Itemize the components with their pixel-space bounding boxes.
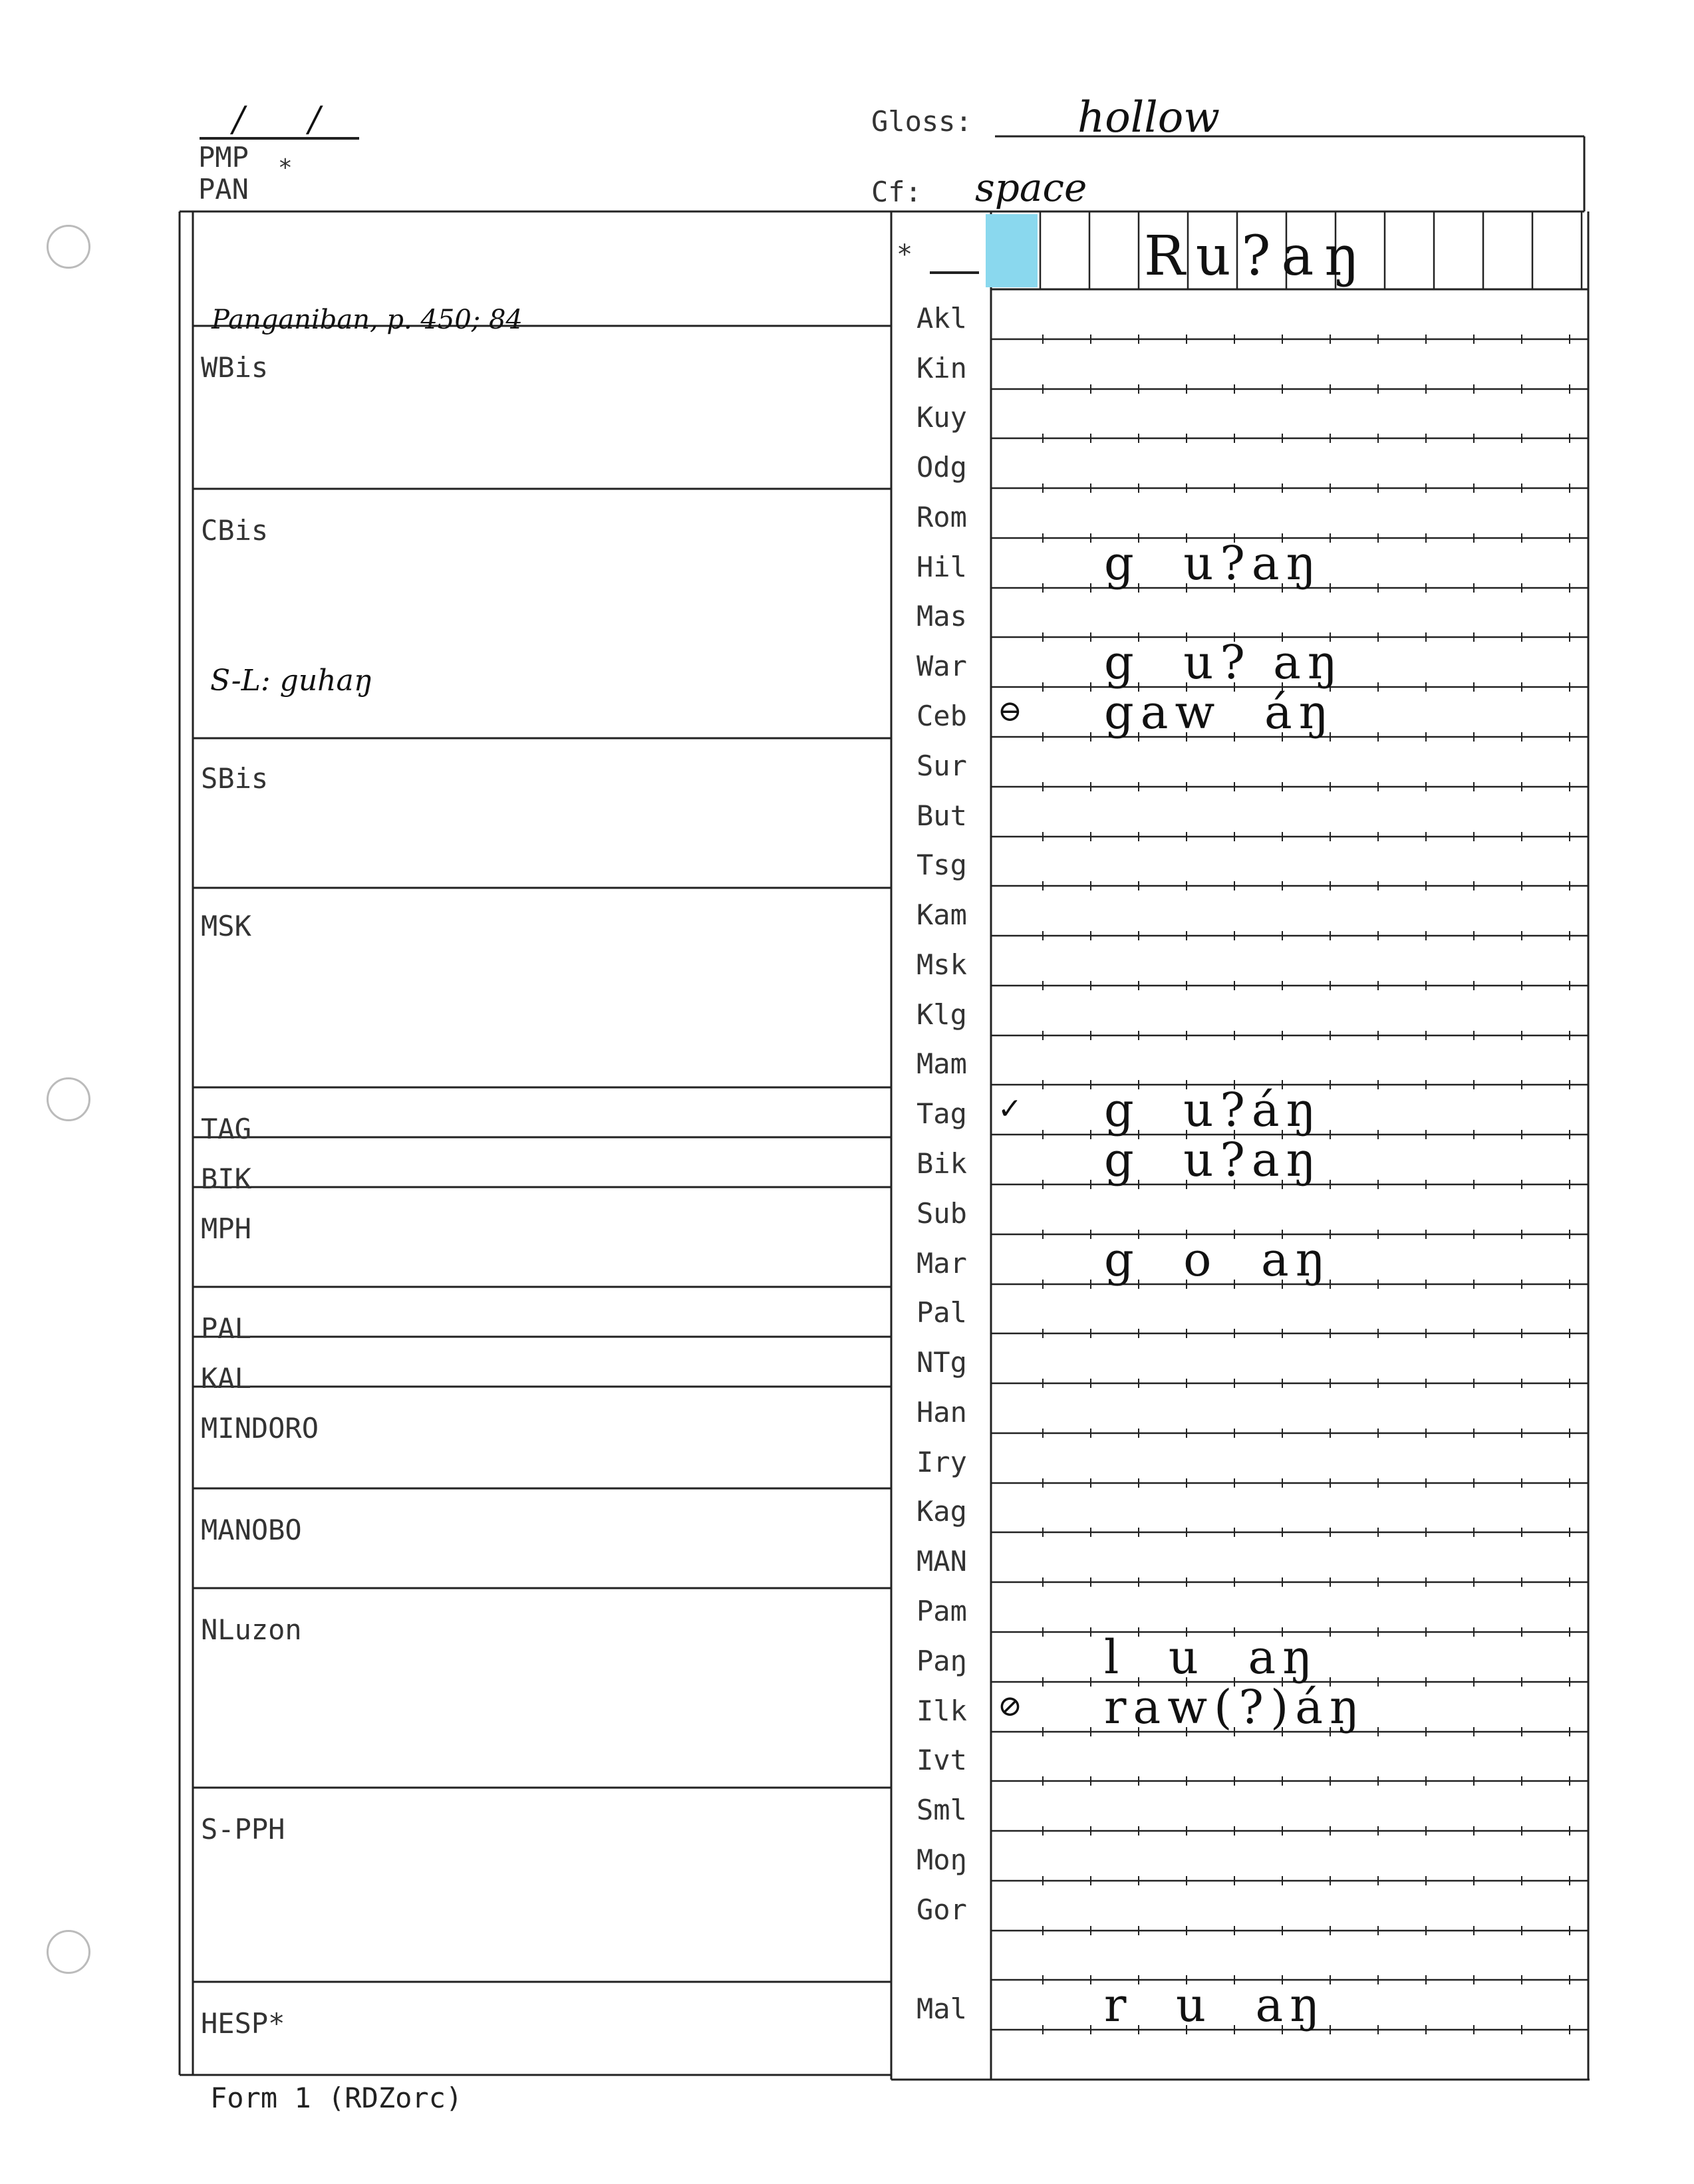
lang-form-war: g u? aŋ — [1104, 635, 1344, 690]
group-label-hesp-: HESP* — [201, 2007, 285, 2040]
group-label-mph: MPH — [201, 1212, 251, 1245]
lang-form-tag: g u?áŋ — [1104, 1083, 1323, 1138]
lang-code-sml: Sml — [917, 1794, 967, 1827]
lang-code-pam: Pam — [917, 1595, 967, 1627]
lang-code-kam: Kam — [917, 898, 967, 932]
lang-code-but: But — [917, 799, 967, 832]
lang-code-iry: Iry — [917, 1445, 967, 1478]
group-label-kal: KAL — [201, 1362, 251, 1395]
lang-code-msk: Msk — [917, 948, 967, 981]
lang-form-pa-: l u aŋ — [1104, 1629, 1320, 1685]
cf-value: space — [975, 165, 1087, 210]
lang-code-tsg: Tsg — [917, 849, 967, 882]
lang-code-pal: Pal — [917, 1296, 967, 1329]
lang-code-rom: Rom — [917, 500, 967, 533]
pmp-label: PMP — [198, 141, 249, 174]
lang-form-mar: g o aŋ — [1104, 1232, 1332, 1287]
lang-code-mar: Mar — [917, 1246, 967, 1280]
source-note: Panganiban, p. 450; 84 — [212, 305, 523, 335]
lang-code-ilk: Ilk — [917, 1694, 967, 1727]
group-label-s-pph: S-PPH — [201, 1813, 285, 1845]
lang-form-hil: g u?aŋ — [1104, 535, 1323, 591]
group-label-mindoro: MINDORO — [201, 1412, 319, 1444]
lang-code-pa-: Paŋ — [917, 1644, 967, 1677]
lang-form-mal: r u aŋ — [1104, 1978, 1327, 2033]
group-label-bik: BIK — [201, 1162, 251, 1195]
lang-code-ntg: NTg — [917, 1346, 967, 1379]
lang-code-bik: Bik — [917, 1147, 967, 1180]
lang-code-akl: Akl — [917, 301, 967, 335]
date-blank: / / — [233, 100, 347, 140]
cf-label: Cf: — [871, 176, 922, 208]
lang-form-ilk: raw(?)áŋ — [1104, 1679, 1367, 1734]
lang-code-mal: Mal — [917, 1992, 967, 2026]
group-label-tag: TAG — [201, 1113, 251, 1145]
lang-form-ceb: gaw áŋ — [1104, 685, 1336, 740]
lang-code-war: War — [917, 650, 967, 683]
lang-code-mo-: Moŋ — [917, 1843, 967, 1876]
pmp-star: * — [278, 154, 293, 182]
lang-code-tag: Tag — [917, 1097, 967, 1131]
group-label-manobo: MANOBO — [201, 1514, 302, 1546]
group-label-pal: PAL — [201, 1312, 251, 1345]
gloss-value: hollow — [1077, 93, 1220, 142]
proto-star: * — [897, 239, 913, 270]
group-label-msk: MSK — [201, 910, 251, 942]
gloss-label: Gloss: — [871, 105, 972, 138]
lang-code-mam: Mam — [917, 1047, 967, 1081]
group-label-nluzon: NLuzon — [201, 1613, 302, 1646]
lang-code-han: Han — [917, 1395, 967, 1429]
lang-code-mas: Mas — [917, 600, 967, 633]
lang-code-kag: Kag — [917, 1495, 967, 1528]
form-label: Form 1 (RDZorc) — [210, 2082, 463, 2114]
group-label-wbis: WBis — [201, 351, 269, 384]
lang-code-sur: Sur — [917, 749, 967, 782]
proto-highlight-cell — [986, 214, 1038, 287]
lang-code-kuy: Kuy — [917, 401, 967, 434]
lang-form-bik: g u?aŋ — [1104, 1133, 1323, 1187]
pan-label: PAN — [198, 173, 249, 205]
lang-code-odg: Odg — [917, 451, 967, 484]
lang-code-ceb: Ceb — [917, 700, 967, 732]
lang-code-sub: Sub — [917, 1196, 967, 1230]
lang-mark-tag: ✓ — [998, 1092, 1022, 1127]
lang-code-ivt: Ivt — [917, 1744, 967, 1777]
group-label-sbis: SBis — [201, 762, 269, 795]
lang-code-kin: Kin — [917, 351, 967, 384]
lang-code-klg: Klg — [917, 998, 967, 1031]
lang-code-gor: Gor — [917, 1893, 967, 1926]
lang-code-man: MAN — [917, 1545, 967, 1578]
cbis-note: S-L: guhaŋ — [210, 664, 373, 698]
lang-mark-ilk: ⊘ — [998, 1689, 1022, 1723]
lang-mark-ceb: ⊖ — [998, 694, 1022, 728]
group-label-cbis: CBis — [201, 514, 269, 547]
lang-code-hil: Hil — [917, 550, 967, 583]
proto-form: Ru?aŋ — [1144, 225, 1371, 288]
